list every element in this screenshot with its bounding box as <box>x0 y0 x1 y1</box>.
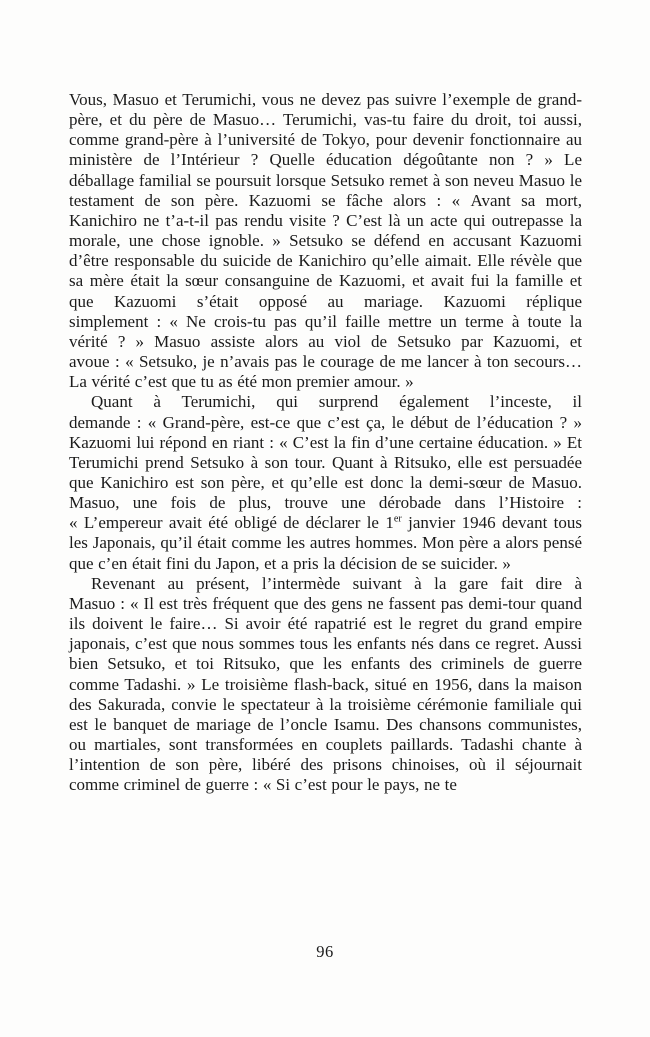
paragraph-3: Revenant au présent, l’intermède suivant à la gare fait dire à Masuo : « Il est très fréquent que des gens ne fassent pas demi-tour quand ils doivent le faire… Si avoir été rapatrié est le regret du grand empire japonais, c’est que nous sommes tous les enfants nés dans ce regret. Aussi bien Setsuko, et toi Ritsuko, que les enfants des criminels de guerre comme Tadashi. » Le troisième flash-back, situé en 1956, dans la maison des Sakurada, convie le spectateur à la troisième cérémonie familiale qui est le banquet de mariage de l’oncle Isamu. Des chansons communistes, ou martiales, sont transformées en couplets paillards. Tadashi chante à l’intention de son père, libéré des prisons chinoises, où il séjournait comme criminel de guerre : « Si c’est pour le pays, ne te <box>69 573 582 795</box>
page-number: 96 <box>316 942 334 961</box>
paragraph-2-text-before-superscript: Quant à Terumichi, qui surprend également l’inceste, il demande : « Grand-père, est-ce que c’est ça, le début de l’éducation ? » Kazuomi lui répond en riant : « C’est la fin d’une certaine éducation. » Et Terumichi prend Setsuko à son tour. Quant à Ritsuko, elle est persuadée que Kanichiro est son père, et qu’elle est donc la demi-sœur de Masuo. Masuo, une fois de plus, trouve une dérobade dans l’Histoire : « L’empereur avait été obligé de déclarer le 1 <box>69 392 582 533</box>
paragraph-2 <box>69 392 582 573</box>
paragraph-2-text-after-superscript: janvier 1946 devant tous les Japonais, qu’il était comme les autres hommes. Mon père a alors pensé que c’en était fini du Japon, et a pris la décision de se suicider. » <box>69 513 582 573</box>
page-text <box>69 90 582 795</box>
paragraph-1: Vous, Masuo et Terumichi, vous ne devez pas suivre l’exemple de grand-père, et du père de Masuo… Terumichi, vas-tu faire du droit, toi aussi, comme grand-père à l’université de Tokyo, pour devenir fonctionnaire au ministère de l’Intérieur ? Quelle éducation dégoûtante non ? » Le déballage familial se poursuit lorsque Setsuko remet à son neveu Masuo le testament de son père. Kazuomi se fâche alors : « Avant sa mort, Kanichiro ne t’a-t-il pas rendu visite ? C’est là un acte qui outrepasse la morale, une chose ignoble. » Setsuko se défend en accusant Kazuomi d’être responsable du suicide de Kanichiro qu’elle aimait. Elle révèle que sa mère était la sœur consanguine de Kazuomi, et avait fui la famille et que Kazuomi s’était opposé au mariage. Kazuomi réplique simplement : « Ne crois-tu pas qu’il faille mettre un terme à toute la vérité ? » Masuo assiste alors au viol de Setsuko par Kazuomi, et avoue : « Setsuko, je n’avais pas le courage de me lancer à ton secours… La vérité c’est que tu as été mon premier amour. » <box>69 90 582 392</box>
ordinal-superscript: er <box>393 513 402 525</box>
